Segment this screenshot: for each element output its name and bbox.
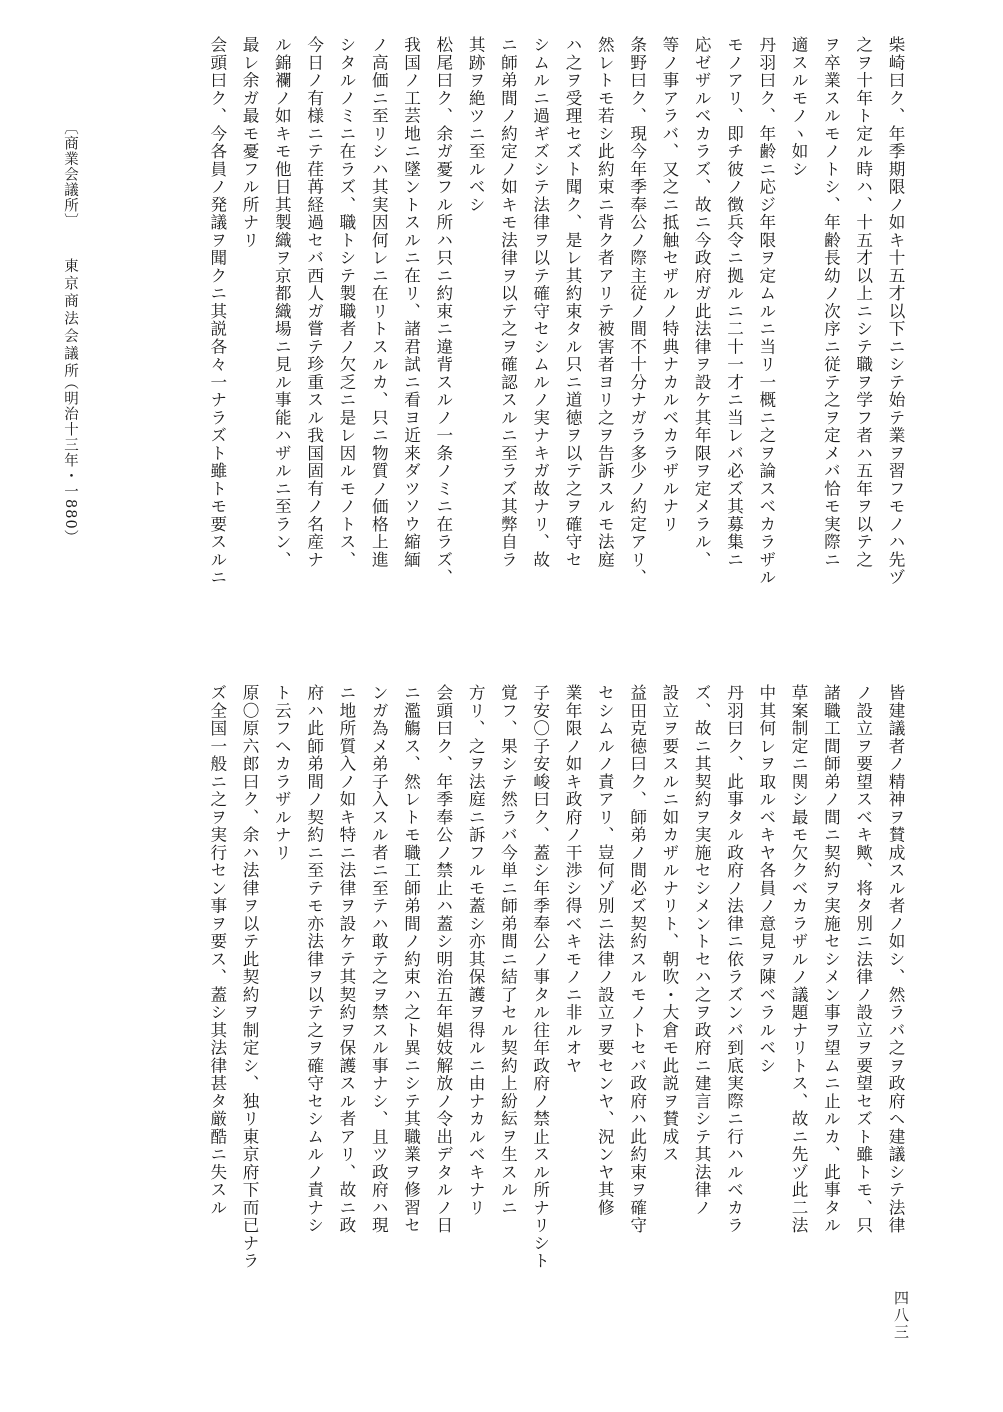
text-line: 子安〇子安峻曰ク、蓋シ年季奉公ノ事タル往年政府ノ禁止スル所ナリシト <box>530 684 550 1270</box>
text-line: ニ師弟間ノ約定ノ如キモ法律ヲ以テ之ヲ確認スルニ至ラズ其弊自ラ <box>498 36 518 569</box>
text-line: 業年限ノ如キ政府ノ干渉シ得ベキモノニ非ルオヤ <box>563 684 583 1075</box>
text-line: 設立ヲ要スルニ如カザルナリト、朝吹・大倉モ此説ヲ賛成ス <box>659 684 679 1164</box>
text-line: 丹羽曰ク、此事タル政府ノ法律ニ依ラズンバ到底実際ニ行ハルベカラ <box>724 684 744 1235</box>
text-line: 原〇原六郎曰ク、余ハ法律ヲ以テ此契約ヲ制定シ、独リ東京府下而已ナラ <box>240 684 260 1270</box>
text-line: ニ濫觴ス、然レトモ職工師弟間ノ約束ハ之ト異ニシテ其職業ヲ修習セ <box>401 684 421 1235</box>
text-line: 其跡ヲ絶ツニ至ルベシ <box>466 36 486 214</box>
text-line: 条野曰ク、現今年季奉公ノ際主従ノ間不十分ナガラ多少ノ約定アリ、 <box>627 36 647 587</box>
text-line: シタルノミニ在ラズ、職トシテ製職者ノ欠乏ニ是レ因ルモノトス、 <box>336 36 356 569</box>
text-line: 柴崎曰ク、年季期限ノ如キ十五才以下ニシテ始テ業ヲ習フモノハ先ヅ <box>886 36 905 587</box>
page-number: 四八三 <box>892 1290 910 1341</box>
text-block-bottom <box>200 684 911 1284</box>
text-line: 益田克徳曰ク、師弟ノ間必ズ契約スルモノトセバ政府ハ此約束ヲ確守 <box>627 684 647 1235</box>
text-line: 会頭曰ク、年季奉公ノ禁止ハ蓋シ明治五年娼妓解放ノ令出デタルノ日 <box>433 684 453 1235</box>
text-line: ヲ卒業スルモノトシ、年齢長幼ノ次序ニ従テ之ヲ定メバ恰モ実際ニ <box>821 36 841 569</box>
text-line: 適スルモノヽ如シ <box>789 36 809 178</box>
text-line: 之ヲ十年ト定ル時ハ、十五才以上ニシテ職ヲ学フ者ハ五年ヲ以テ之 <box>853 36 873 569</box>
text-line: 皆建議者ノ精神ヲ賛成スル者ノ如シ、然ラバ之ヲ政府ヘ建議シテ法律 <box>886 684 905 1235</box>
text-line: ノ高価ニ至リシハ其実因何レニ在リトスルカ、只ニ物質ノ価格上進 <box>369 36 389 569</box>
text-line: 会頭曰ク、今各員ノ発議ヲ聞クニ其説各々一ナラズト雖トモ要スルニ <box>207 36 227 587</box>
text-line: ズ、故ニ其契約ヲ実施セシメントセハ之ヲ政府ニ建言シテ其法律ノ <box>692 684 712 1217</box>
text-line: 我国ノ工芸地ニ墜ントスルニ在リ、諸君試ニ看ヨ近来ダツソウ縮緬 <box>401 36 421 569</box>
footer-year: （明治十三年・一880） <box>62 375 78 546</box>
text-line: 松尾曰ク、余ガ憂フル所ハ只ニ約束ニ違背スルノ一条ノミニ在ラズ、 <box>433 36 453 587</box>
text-line: ズ全国一般ニ之ヲ実行セン事ヲ要ス、蓋シ其法律甚タ厳酷ニ失スル <box>207 684 227 1217</box>
text-line: ノ設立ヲ要望スベキ歟、将タ別ニ法律ノ設立ヲ要望セズト雖トモ、只 <box>853 684 873 1235</box>
text-line: モノアリ、即チ彼ノ徴兵令ニ拠ルニ二十一才ニ当レバ必ズ其募集ニ <box>724 36 744 569</box>
text-line: 等ノ事アラバ、又之ニ抵触セザルノ特典ナカルベカラザルナリ <box>659 36 679 533</box>
text-line: 府ハ此師弟間ノ契約ニ至テモ亦法律ヲ以テ之ヲ確守セシムルノ責ナシ <box>304 684 324 1235</box>
text-block-top <box>200 36 911 636</box>
text-line: シムルニ過ギズシテ法律ヲ以テ確守セシムルノ実ナキガ故ナリ、故 <box>530 36 550 569</box>
text-line: ハ之ヲ受理セズト聞ク、是レ其約束タル只ニ道徳ヲ以テ之ヲ確守セ <box>563 36 583 569</box>
text-line: 諸職工間師弟ノ間ニ契約ヲ実施セシメン事ヲ望ムニ止ルカ、此事タル <box>821 684 841 1235</box>
text-line: 然レトモ若シ此約束ニ背ク者アリテ被害者ヨリ之ヲ告訴スルモ法庭 <box>595 36 615 569</box>
text-line: ニ地所質入ノ如キ特ニ法律ヲ設ケテ其契約ヲ保護スル者アリ、故ニ政 <box>336 684 356 1235</box>
text-line: ンガ為メ弟子入スル者ニ至テハ敢テ之ヲ禁スル事ナシ、且ツ政府ハ現 <box>369 684 389 1235</box>
text-line: ト云フヘカラザルナリ <box>272 684 292 862</box>
footer-section-label: 〔商業会議所〕 <box>62 120 78 229</box>
text-line: ル錦襴ノ如キモ他日其製織ヲ京都織場ニ見ル事能ハザルニ至ラン、 <box>272 36 292 569</box>
text-line: 中其何レヲ取ルベキヤ各員ノ意見ヲ陳ベラルベシ <box>756 684 776 1075</box>
text-line: 方リ、之ヲ法庭ニ訴フルモ蓋シ亦其保護ヲ得ルニ由ナカルベキナリ <box>466 684 486 1217</box>
text-line: 丹羽曰ク、年齢ニ応ジ年限ヲ定ムルニ当リ一概ニ之ヲ論スベカラザル <box>756 36 776 587</box>
text-line: 応ゼザルベカラズ、故ニ今政府ガ此法律ヲ設ケ其年限ヲ定メラル、 <box>692 36 712 569</box>
text-line: 草案制定ニ関シ最モ欠クベカラザルノ議題ナリトス、故ニ先ヅ此二法 <box>789 684 809 1235</box>
text-line: 覚フ、果シテ然ラバ今単ニ師弟間ニ結了セル契約上紛紜ヲ生スルニ <box>498 684 518 1217</box>
text-line: セシムルノ責アリ、豈何ゾ別ニ法律ノ設立ヲ要センヤ、況ンヤ其修 <box>595 684 615 1217</box>
footer-organization: 東京商法会議所 <box>62 258 78 381</box>
text-line: 今日ノ有様ニテ荏苒経過セバ西人ガ嘗テ珍重スル我国固有ノ名産ナ <box>304 36 324 569</box>
text-line: 最レ余ガ最モ憂フル所ナリ <box>240 36 260 249</box>
